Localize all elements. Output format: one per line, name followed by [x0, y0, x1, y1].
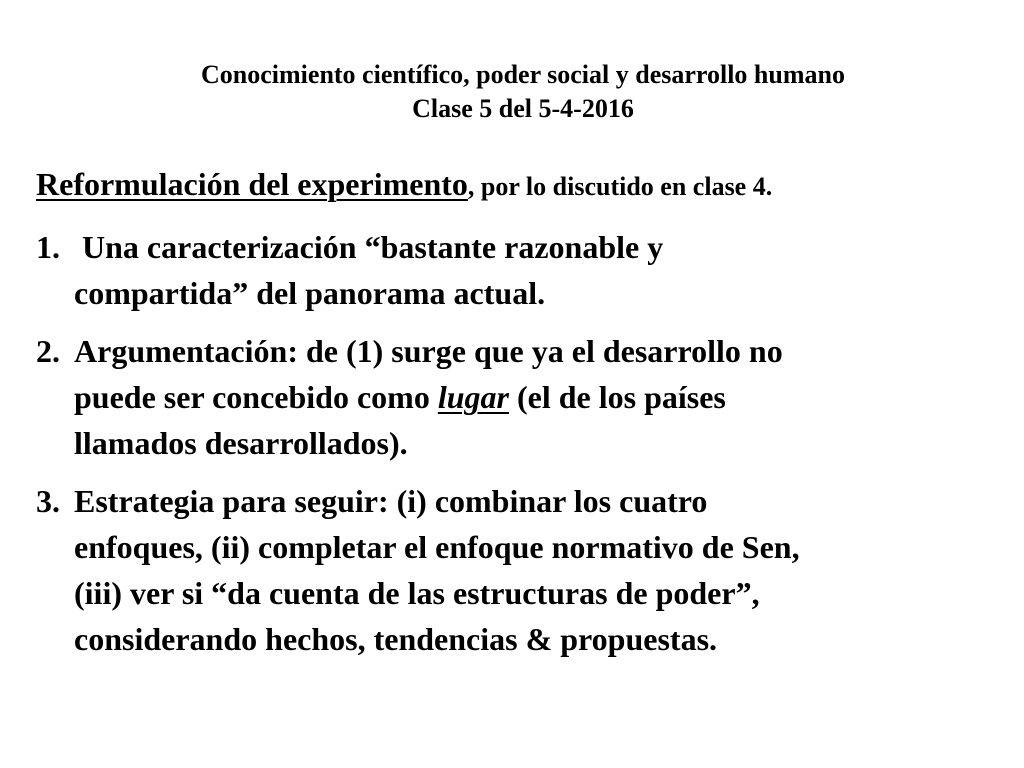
- intro-heading: Reformulación del experimento: [36, 166, 468, 202]
- intro-line: [36, 164, 772, 211]
- item-number: 2.: [36, 333, 60, 369]
- item-text-line: [74, 374, 996, 420]
- list-item: [36, 328, 996, 466]
- item-text-line: (iii) ver si “da cuenta de las estructuras de poder”,: [74, 575, 760, 611]
- list-item: [36, 478, 996, 662]
- item-text: puede ser concebido como: [74, 379, 438, 415]
- item-text-line: llamados desarrollados).: [74, 425, 408, 461]
- item-number: 3.: [36, 483, 60, 519]
- item-text-line: compartida” del panorama actual.: [74, 275, 546, 311]
- item-text-line: Estrategia para seguir: (i) combinar los cuatro: [74, 483, 708, 519]
- intro-note: , por lo discutido en clase 4.: [467, 172, 773, 201]
- item-text-line: considerando hechos, tendencias & propuestas.: [74, 621, 718, 657]
- item-text-line: enfoques, (ii) completar el enfoque normativo de Sen,: [74, 529, 800, 565]
- class-date: Clase 5 del 5-4-2016: [412, 94, 634, 123]
- item-text: (el de los países: [508, 379, 726, 415]
- numbered-list: [36, 224, 996, 674]
- item-text-line: Argumentación: de (1) surge que ya el desarrollo no: [74, 333, 783, 369]
- course-title: Conocimiento científico, poder social y desarrollo humano: [201, 60, 845, 89]
- item-number: 1.: [36, 229, 60, 265]
- slide-header: [0, 58, 1024, 126]
- item-text-line: Una caracterización “bastante razonable y: [74, 229, 664, 265]
- list-item: [36, 224, 996, 316]
- emphasized-word: lugar: [437, 379, 509, 415]
